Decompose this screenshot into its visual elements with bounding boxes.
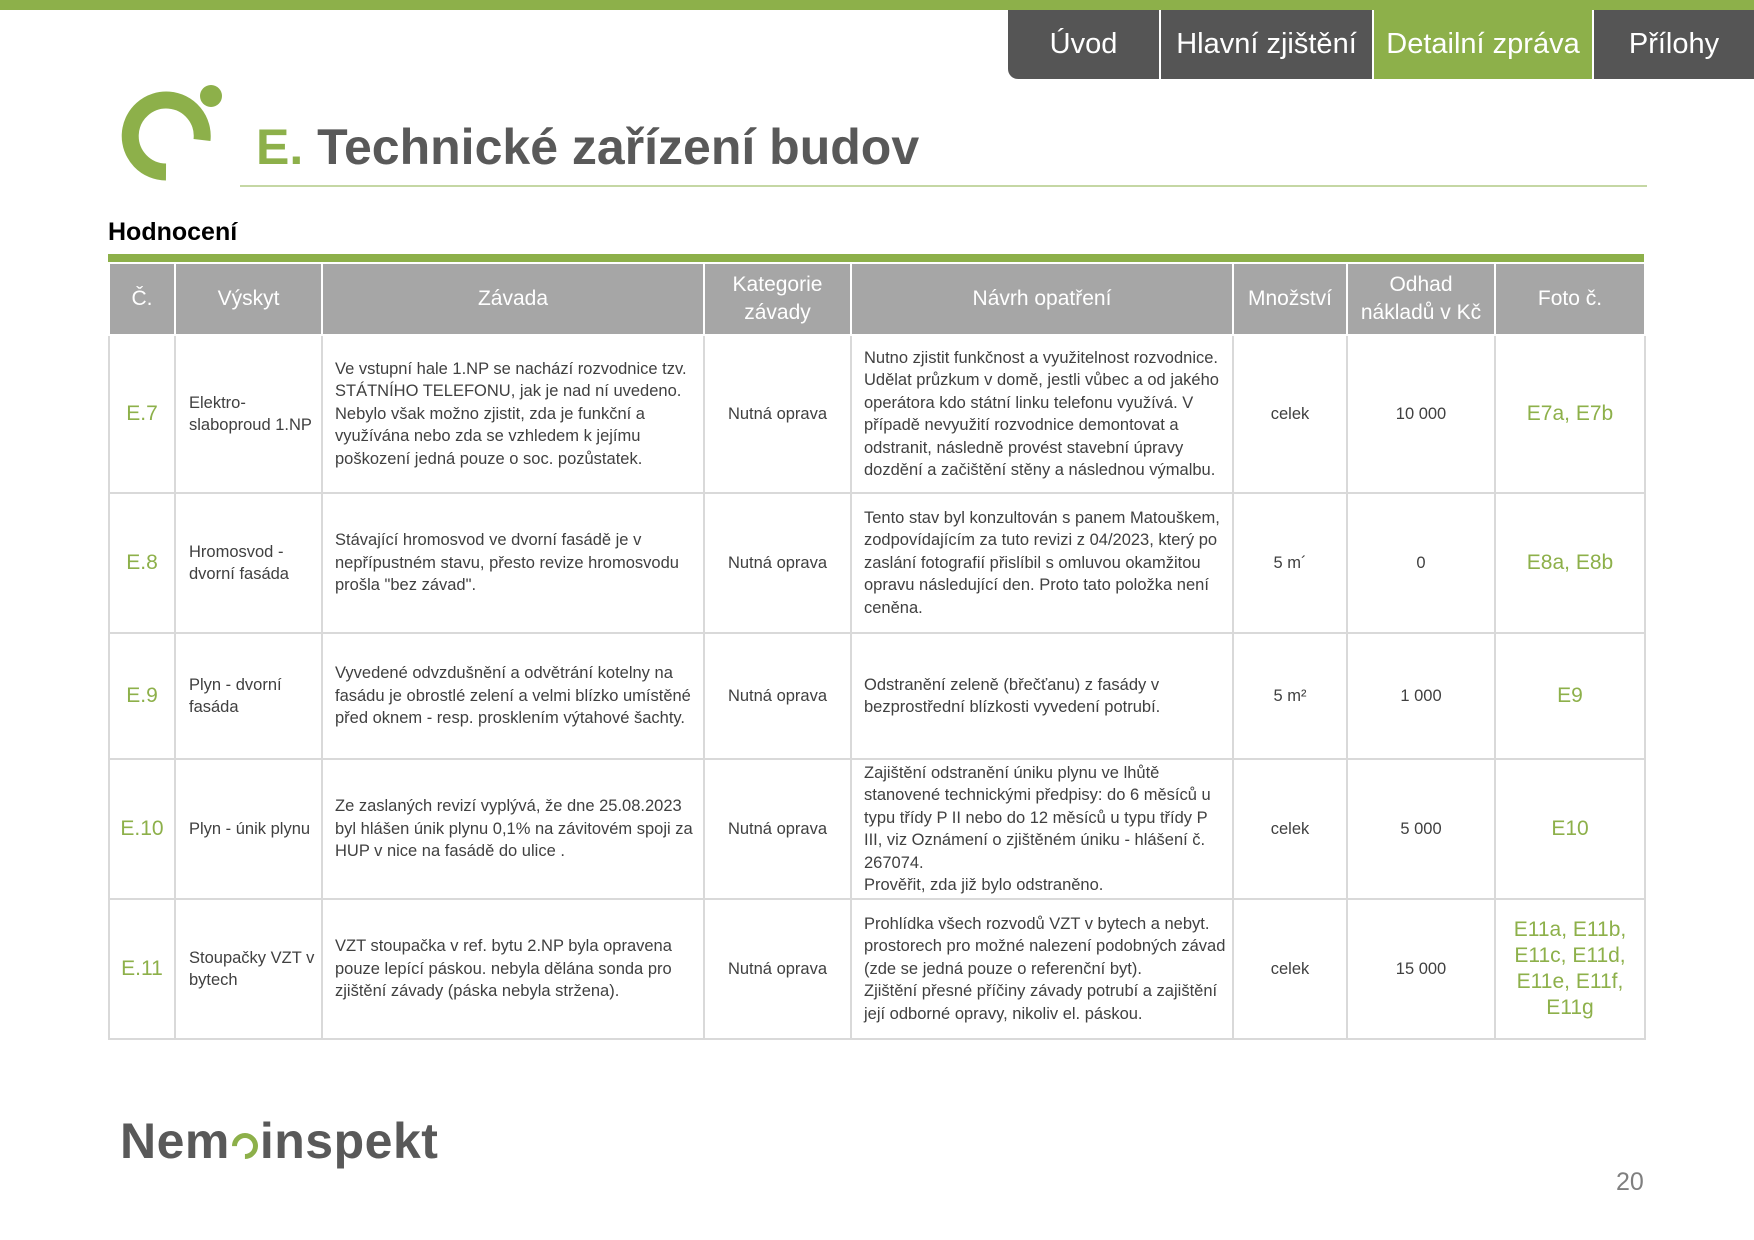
tab-uvod[interactable] xyxy=(1008,10,1161,79)
row-cost: 5 000 xyxy=(1347,759,1495,899)
column-header: Č. xyxy=(109,263,175,335)
column-header: Návrh opatření xyxy=(851,263,1233,335)
top-navigation xyxy=(1008,10,1754,79)
row-quantity: celek xyxy=(1233,759,1347,899)
section-letter: E. xyxy=(256,119,304,175)
row-photo-ref: E11a, E11b, E11c, E11d, E11e, E11f, E11g xyxy=(1495,899,1645,1039)
row-id: E.10 xyxy=(109,759,175,899)
row-measure: Prohlídka všech rozvodů VZT v bytech a nebyt. prostorech pro možné nalezení podobných závad (zde se jedná pouze o referenční byt). Zjištění přesné příčiny závady potrubí a zajištění její odborné opravy, nikoliv el. páskou. xyxy=(851,899,1233,1039)
brand-logo xyxy=(120,1112,438,1170)
evaluation-table-container xyxy=(108,254,1644,1040)
title-divider xyxy=(240,185,1647,187)
column-header: Závada xyxy=(322,263,704,335)
brand-o-icon xyxy=(226,1128,263,1165)
table-row xyxy=(109,759,1645,899)
row-quantity: 5 m´ xyxy=(1233,493,1347,633)
row-cost: 0 xyxy=(1347,493,1495,633)
row-occurrence: Stoupačky VZT v bytech xyxy=(175,899,322,1039)
tab-label: Hlavní zjištění xyxy=(1176,28,1357,60)
section-title: Technické zařízení budov xyxy=(317,119,920,175)
row-id: E.8 xyxy=(109,493,175,633)
evaluation-table xyxy=(108,262,1646,1040)
row-photo-ref: E7a, E7b xyxy=(1495,335,1645,493)
table-row xyxy=(109,899,1645,1039)
row-occurrence: Plyn - dvorní fasáda xyxy=(175,633,322,759)
row-category: Nutná oprava xyxy=(704,633,851,759)
row-defect: Stávající hromosvod ve dvorní fasádě je v nepřípustném stavu, přesto revize hromosvodu prošla "bez závad". xyxy=(322,493,704,633)
tab-label: Detailní zpráva xyxy=(1386,28,1580,60)
row-occurrence: Elektro-slaboproud 1.NP xyxy=(175,335,322,493)
row-id: E.9 xyxy=(109,633,175,759)
row-photo-ref: E8a, E8b xyxy=(1495,493,1645,633)
row-quantity: celek xyxy=(1233,899,1347,1039)
row-measure: Tento stav byl konzultován s panem Matouškem, zodpovídajícím za tuto revizi z 04/2023, který po zaslání fotografií přislíbil s omluvou okamžitou opravu následující den. Proto tato položka není ceněna. xyxy=(851,493,1233,633)
column-header: Výskyt xyxy=(175,263,322,335)
row-occurrence: Plyn - únik plynu xyxy=(175,759,322,899)
brand-name-start: Nem xyxy=(120,1113,230,1169)
row-defect: Vyvedené odvzdušnění a odvětrání kotelny na fasádu je obrostlé zelení a velmi blízko umístěné před oknem - resp. prosklením výtahové šachty. xyxy=(322,633,704,759)
tab-label: Úvod xyxy=(1049,28,1118,60)
page-number: 20 xyxy=(1616,1168,1644,1196)
row-measure: Odstranění zeleně (břečťanu) z fasády v bezprostřední blízkosti vyvedení potrubí. xyxy=(851,633,1233,759)
row-defect: Ve vstupní hale 1.NP se nachází rozvodnice tzv. STÁTNÍHO TELEFONU, jak je nad ní uvedeno. Nebylo však možno zjistit, zda je funkční a využívána nebo zda se vzhledem k jejímu poškození jedná pouze o soc. pozůstatek. xyxy=(322,335,704,493)
row-measure: Nutno zjistit funkčnost a využitelnost rozvodnice. Udělat průzkum v domě, jestli vůbec a od jakého operátora kdo státní linku telefonu využívá. V případě nevyužití rozvodnice demontovat a odstranit, následně provést stavební úpravy dozdění a začištění stěny a následnou výmalbu. xyxy=(851,335,1233,493)
row-id: E.7 xyxy=(109,335,175,493)
row-defect: VZT stoupačka v ref. bytu 2.NP byla opravena pouze lepící páskou. nebyla dělána sonda pro zjištění závady (páska nebyla stržena). xyxy=(322,899,704,1039)
tab-detailni-zprava[interactable] xyxy=(1374,10,1594,79)
top-accent-bar xyxy=(0,0,1754,10)
tab-hlavni-zjisteni[interactable] xyxy=(1161,10,1374,79)
table-row xyxy=(109,493,1645,633)
page-title xyxy=(256,118,919,176)
row-photo-ref: E10 xyxy=(1495,759,1645,899)
row-cost: 1 000 xyxy=(1347,633,1495,759)
row-measure: Zajištění odstranění úniku plynu ve lhůtě stanovené technickými předpisy: do 6 měsíců u typu třídy P II nebo do 12 měsíců u typu třídy P III, viz Oznámení o zjištěném úniku - hlášení č. 267074. Prověřit, zda již bylo odstraněno. xyxy=(851,759,1233,899)
table-row xyxy=(109,335,1645,493)
column-header: Foto č. xyxy=(1495,263,1645,335)
tab-prilohy[interactable] xyxy=(1594,10,1754,79)
table-row xyxy=(109,633,1645,759)
row-quantity: celek xyxy=(1233,335,1347,493)
row-photo-ref: E9 xyxy=(1495,633,1645,759)
section-label: Hodnocení xyxy=(108,218,238,246)
row-category: Nutná oprava xyxy=(704,493,851,633)
column-header: Odhad nákladů v Kč xyxy=(1347,263,1495,335)
row-category: Nutná oprava xyxy=(704,335,851,493)
nemoinspekt-logo-mark-icon xyxy=(118,82,228,192)
tab-label: Přílohy xyxy=(1628,28,1720,60)
row-category: Nutná oprava xyxy=(704,759,851,899)
row-cost: 10 000 xyxy=(1347,335,1495,493)
column-header: Kategorie závady xyxy=(704,263,851,335)
column-header: Množství xyxy=(1233,263,1347,335)
row-id: E.11 xyxy=(109,899,175,1039)
brand-name-end: inspekt xyxy=(259,1113,439,1169)
row-quantity: 5 m² xyxy=(1233,633,1347,759)
row-category: Nutná oprava xyxy=(704,899,851,1039)
row-occurrence: Hromosvod - dvorní fasáda xyxy=(175,493,322,633)
row-defect: Ze zaslaných revizí vyplývá, že dne 25.08.2023 byl hlášen únik plynu 0,1% na závitovém spoji za HUP v nice na fasádě do ulice . xyxy=(322,759,704,899)
row-cost: 15 000 xyxy=(1347,899,1495,1039)
table-header-row xyxy=(109,263,1645,335)
